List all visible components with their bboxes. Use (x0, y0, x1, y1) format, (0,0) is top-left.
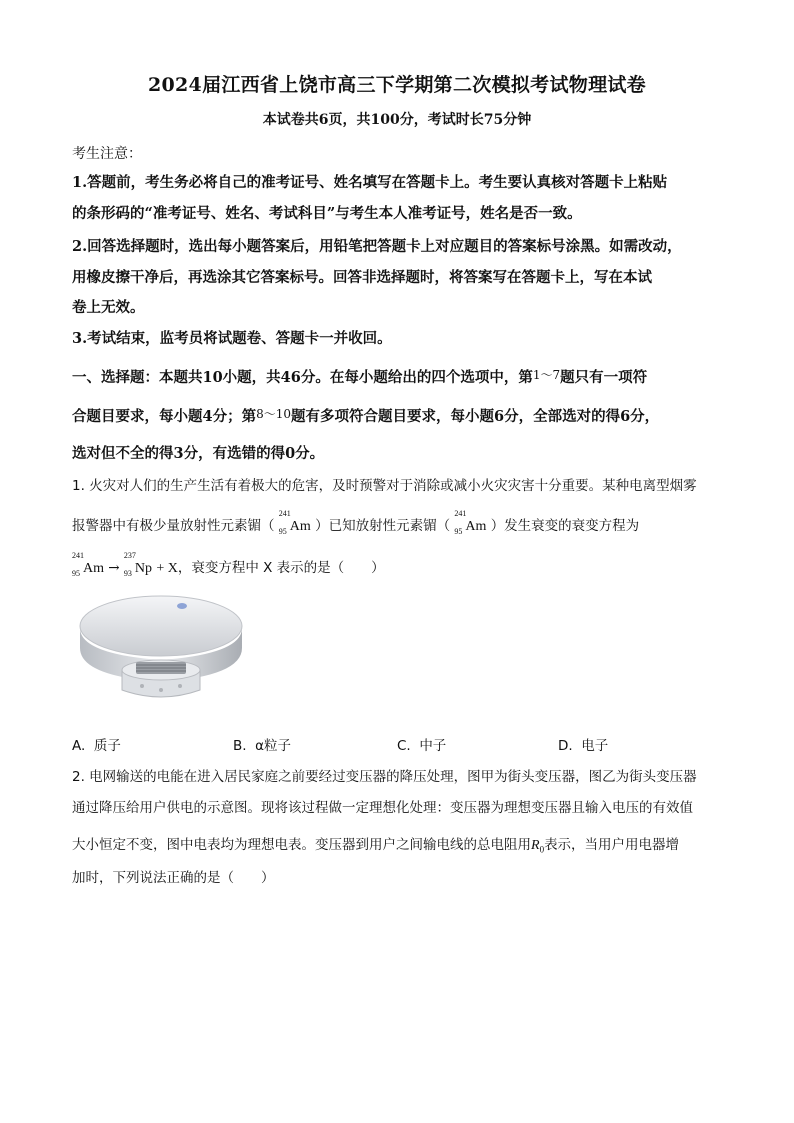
question-2-stem (72, 833, 679, 855)
notice-line: 2.回答选择题时，选出每小题答案后，用铅笔把答题卡上对应题目的答案标号涂黑。如需改动， (72, 238, 682, 255)
element-symbol: Am (83, 561, 104, 576)
atomic-number: 95 (454, 527, 463, 536)
mass-number: 241 (278, 509, 291, 518)
q2-text: 表示，当用户用电器增 (544, 837, 680, 853)
mass-number: 241 (72, 551, 84, 560)
notice-line: 的条形码的“准考证号、姓名、考试科目”与考生本人准考证号，姓名是否一致。 (72, 205, 582, 222)
section-heading (72, 366, 647, 387)
option-b[interactable] (233, 734, 291, 754)
americium-nuclide (454, 509, 487, 536)
notice-line: 卷上无效。 (72, 299, 145, 316)
q2-text: 大小恒定不变，图中电表均为理想电表。变压器到用户之间输电线的总电阻用 (72, 837, 531, 853)
notice-line: 用橡皮擦干净后，再选涂其它答案标号。回答非选择题时，将答案写在答题卡上，写在本试 (72, 269, 652, 286)
q1-text: ，衰变方程中 X 表示的是（ ） (177, 560, 385, 576)
option-text: 电子 (581, 738, 609, 754)
notice-heading: 考生注意： (72, 146, 142, 162)
section-text: 题有多项符合题目要求，每小题6分，全部选对的得6分， (291, 408, 660, 425)
question-2-stem: 加时，下列说法正确的是（ ） (72, 870, 275, 886)
reaction-arrow: → (108, 560, 120, 576)
question-1-stem: 1. 火灾对人们的生产生活有着极大的危害，及时预警对于消除或减小火灾灾害十分重要。某种电离型烟雾 (72, 478, 697, 494)
mass-number: 241 (454, 509, 467, 518)
option-d[interactable] (558, 734, 608, 754)
element-symbol: Np (134, 561, 153, 576)
element-symbol: Am (289, 519, 311, 534)
option-letter: B. (233, 738, 247, 754)
q1-text: ）发生衰变的衰变方程为 (490, 518, 640, 534)
page-title: 2024届江西省上饶市高三下学期第二次模拟考试物理试卷 (148, 74, 646, 96)
question-2-stem: 2. 电网输送的电能在进入居民家庭之前要经过变压器的降压处理，图甲为街头变压器，图乙为街头变压器 (72, 769, 697, 785)
mass-number: 237 (123, 551, 136, 560)
americium-nuclide (278, 509, 311, 536)
notice-line: 3.考试结束，监考员将试题卷、答题卡一并收回。 (72, 330, 392, 347)
section-text: 一、选择题：本题共10小题，共46分。在每小题给出的四个选项中，第 (72, 369, 533, 386)
americium-nuclide (72, 551, 104, 578)
option-text: α粒子 (255, 738, 292, 754)
option-letter: C. (397, 738, 411, 754)
decay-equation (72, 551, 385, 578)
section-text-line (72, 405, 659, 426)
atomic-number: 93 (123, 569, 132, 578)
atomic-number: 95 (278, 527, 287, 536)
unknown-particle: + X (156, 561, 178, 576)
option-c[interactable] (397, 734, 446, 754)
question-range: 1～7 (532, 368, 561, 382)
resistance-subscript: 0 (539, 844, 545, 855)
page-subtitle: 本试卷共6页，共100分，考试时长75分钟 (262, 112, 532, 128)
neptunium-nuclide (123, 551, 153, 578)
option-letter: D. (558, 738, 573, 754)
q1-text: ）已知放射性元素镅（ (315, 518, 451, 534)
question-range: 8～10 (256, 407, 291, 421)
option-text: 中子 (419, 738, 447, 754)
option-text: 质子 (93, 738, 121, 754)
question-2-stem: 通过降压给用户供电的示意图。现将该过程做一定理想化处理：变压器为理想变压器且输入电压的有效值 (72, 800, 693, 816)
atomic-number: 95 (72, 569, 80, 578)
notice-line: 1.答题前，考生务必将自己的准考证号、姓名填写在答题卡上。考生要认真核对答题卡上粘贴 (72, 174, 668, 191)
option-a[interactable] (72, 734, 121, 754)
option-letter: A. (72, 738, 86, 754)
section-text-line: 选对但不全的得3分，有选错的得0分。 (72, 445, 325, 462)
q1-text: 报警器中有极少量放射性元素镅（ (72, 518, 275, 534)
question-1-stem (72, 509, 640, 536)
element-symbol: Am (465, 519, 487, 534)
resistance-symbol: R (531, 838, 540, 853)
smoke-detector-icon (76, 594, 246, 712)
section-text: 题只有一项符 (560, 369, 648, 386)
section-text: 合题目要求，每小题4分；第 (72, 408, 257, 425)
